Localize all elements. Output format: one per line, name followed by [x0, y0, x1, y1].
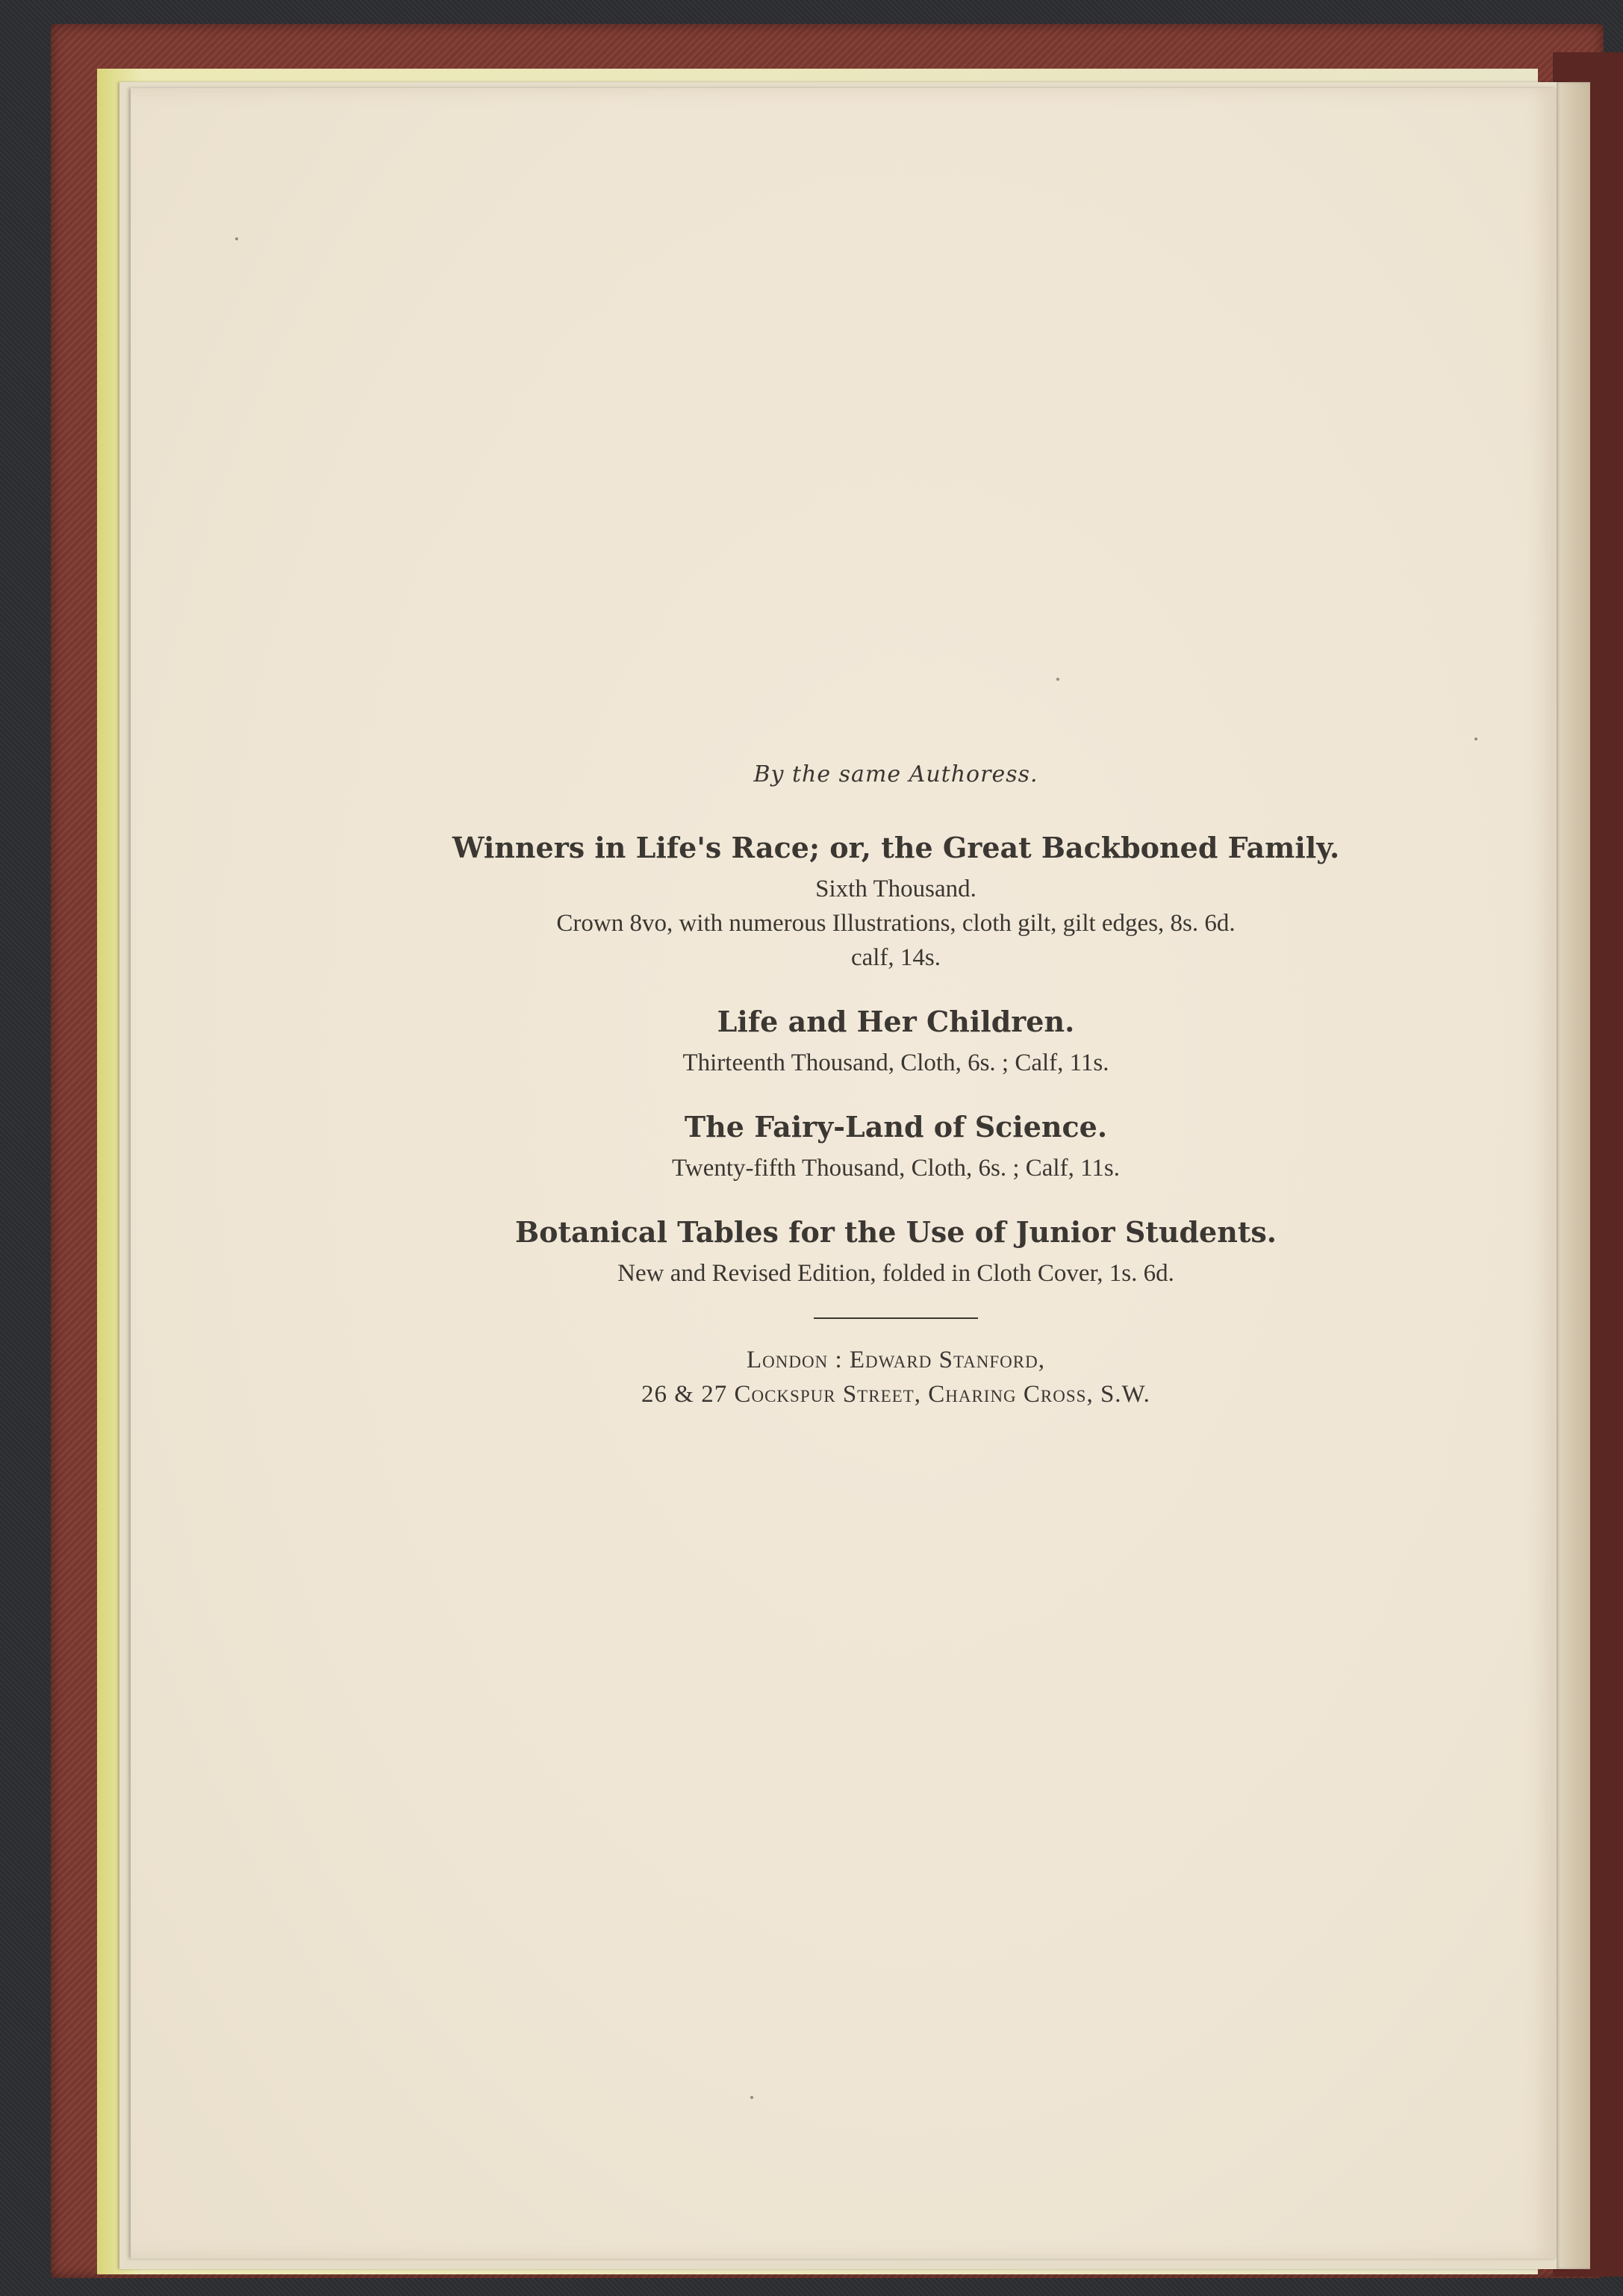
page-speck	[1056, 678, 1059, 681]
advertisement-block	[418, 761, 1374, 1411]
book-detail: Thirteenth Thousand, Cloth, 6s. ; Calf, 11s.	[682, 1049, 1109, 1076]
book-entry-life	[418, 1005, 1374, 1080]
publisher-address: 26 & 27 Cockspur Street, Charing Cross, S.W.	[641, 1381, 1150, 1408]
page-speck	[1474, 737, 1477, 740]
book-entry-fairyland	[418, 1110, 1374, 1185]
divider-rule	[814, 1317, 978, 1319]
book-entry-winners	[418, 831, 1374, 975]
book-detail: Sixth Thousand.	[815, 876, 976, 902]
page-edges	[1557, 82, 1590, 2269]
book-title: Winners in Life's Race; or, the Great Backboned Family.	[452, 831, 1340, 864]
book-title: Botanical Tables for the Use of Junior Students.	[514, 1215, 1277, 1249]
book-title: Life and Her Children.	[717, 1005, 1075, 1038]
book-detail: Crown 8vo, with numerous Illustrations, cloth gilt, gilt edges, 8s. 6d.	[556, 910, 1236, 937]
publisher-imprint: London : Edward Stanford,	[747, 1347, 1045, 1373]
book-detail: calf, 14s.	[850, 944, 941, 971]
book-detail: New and Revised Edition, folded in Cloth Cover, 1s. 6d.	[617, 1260, 1174, 1287]
intro-line: By the same Authoress.	[753, 761, 1038, 787]
book-entry-botanical	[418, 1215, 1374, 1291]
page-speck	[750, 2096, 753, 2099]
book-title: The Fairy-Land of Science.	[684, 1110, 1108, 1144]
page-speck	[235, 237, 238, 240]
book-detail: Twenty-fifth Thousand, Cloth, 6s. ; Calf, 11s.	[672, 1155, 1120, 1182]
